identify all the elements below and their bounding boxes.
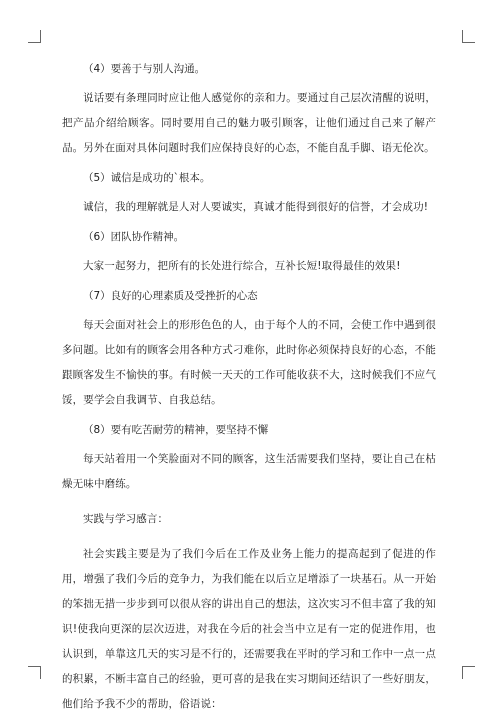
section-heading-4: （4）要善于与别人沟通。 [83,63,206,75]
paragraph-mindset: 每天会面对社会上的形形色色的人，由于每个人的不同，会使工作中遇到很多问题。比如有的顾客会用各种方式刁难你，此时你必须保持良好的心态，不能跟顾客发生不愉快的事。有时候一天天的工作可能收获不大，这时候我们不应气馁，要学会自我调节、自我总结。 [62,319,436,406]
crop-mark-top-right [462,30,475,43]
paragraph-communication: 说话要有条理同时应让他人感觉你的亲和力。要通过自己层次清醒的说明，把产品介绍给顾客。同时要用自己的魅力吸引顾客，让他们通过自己来了解产品。另外在面对具体问题时我们应保持良好的心态，不能自乱手脚、语无伦次。 [62,92,436,154]
paragraph-teamwork: 大家一起努力，把所有的长处进行综合，互补长短!取得最佳的效果! [83,260,401,272]
paragraph-perseverance: 每天站着用一个笑脸面对不同的顾客，这生活需要我们坚持，要让自己在枯燥无味中磨练。 [62,453,436,490]
document-body [62,62,436,727]
paragraph-reflection: 社会实践主要是为了我们今后在工作及业务上能力的提高起到了促进的作用，增强了我们今后的竞争力，为我们能在以后立足增添了一块基石。从一开始的笨拙无措一步步到可以很从容的讲出自己的想法，这次实习不但丰富了我的知识!使我向更深的层次迈进，对我在今后的社会当中立足有一定的促进作用，也认识到，单靠这几天的实习是不行的，还需要我在平时的学习和工作中一点一点的积累，不断丰富自己的经验，更可喜的是我在实习期间还结识了一些好朋友，他们给予我不少的帮助，俗语说： [62,548,436,710]
section-heading-7: （7）良好的心理素质及受挫折的心态 [83,290,258,302]
section-heading-6: （6）团队协作精神。 [83,231,185,243]
crop-mark-bottom-right [462,666,475,679]
section-heading-8: （8）要有吃苦耐劳的精神，要坚持不懈 [83,424,269,436]
section-heading-5: （5）诚信是成功的`根本。 [83,172,211,184]
crop-mark-top-left [28,30,41,43]
paragraph-reflection-title: 实践与学习感言： [83,513,169,525]
crop-mark-bottom-left [28,666,41,679]
paragraph-integrity: 诚信，我的理解就是人对人要诚实，真诚才能得到很好的信誉，才会成功! [83,201,429,213]
